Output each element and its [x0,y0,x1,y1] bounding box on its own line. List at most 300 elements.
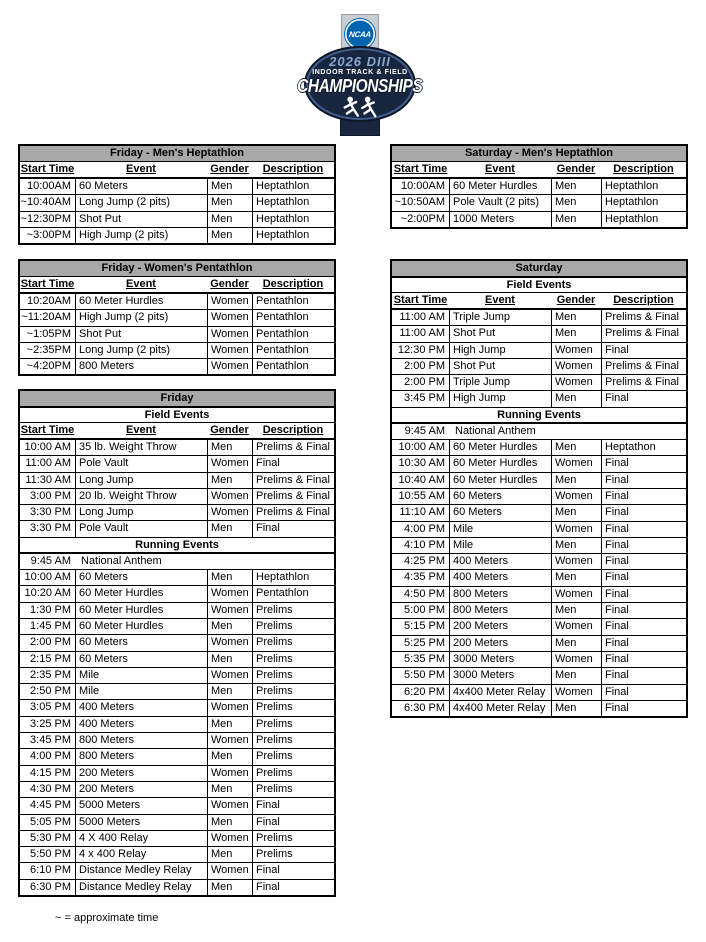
schedule-row [392,178,686,194]
cell-description: Prelims & Final [601,310,686,325]
cell-start-time: ~1:05PM [26,327,71,340]
schedule-row [20,520,334,536]
cell-event: Pole Vault [75,521,207,536]
cell-event: 60 Meters [75,635,207,650]
cell-gender: Men [551,668,601,683]
cell-description: Pentathlon [252,310,334,325]
cell-gender: Men [551,636,601,651]
cell-description: Prelims [252,782,334,797]
column-header [392,293,449,308]
cell-start-time: 4:30 PM [30,782,71,795]
cell-description: Final [601,456,686,471]
cell-gender: Men [207,717,252,732]
cell-gender: Men [207,195,252,210]
schedule-row [392,374,686,390]
cell-event: Triple Jump [449,310,551,325]
cell-description: Final [601,473,686,488]
cell-gender: Men [207,652,252,667]
footnote: ~ = approximate time [55,912,159,924]
cell-description: Pentathlon [252,294,334,309]
cell-start-time: 9:45 AM [30,554,71,567]
schedule-row [392,455,686,471]
cell-start-time: 3:05 PM [30,701,71,714]
column-header [207,162,252,177]
schedule-row [20,716,334,732]
cell-gender: Men [551,701,601,716]
cell-event: 4x400 Meter Relay [449,685,551,700]
schedule-row [20,683,334,699]
cell-event: Shot Put [449,326,551,341]
cell-gender: Women [551,522,601,537]
table-title: Saturday [392,261,686,277]
cell-event: 60 Meter Hurdles [449,473,551,488]
cell-gender: Women [551,652,601,667]
cell-description: Final [252,815,334,830]
cell-description: Prelims [252,652,334,667]
schedule-row [20,797,334,813]
cell-gender: Men [551,212,601,227]
cell-description: Prelims [252,668,334,683]
cell-start-time: 5:50 PM [404,669,445,682]
cell-start-time: 3:30 PM [30,522,71,535]
schedule-row [392,602,686,618]
section-title: Running Events [392,407,686,423]
cell-description: Final [601,489,686,504]
cell-description: Final [601,652,686,667]
cell-gender: Women [207,831,252,846]
cell-gender: Men [551,179,601,194]
cell-gender: Women [551,587,601,602]
column-headers [392,162,686,178]
cell-description: Prelims & Final [601,326,686,341]
schedule-row [392,472,686,488]
cell-start-time: ~11:20AM [21,311,71,324]
cell-gender: Men [551,391,601,406]
cell-start-time: 3:45 PM [30,734,71,747]
column-header [75,423,207,438]
cell-event: 200 Meters [449,619,551,634]
cell-gender: Men [551,603,601,618]
schedule-row [20,846,334,862]
column-header [449,162,551,177]
cell-start-time: ~12:30PM [20,212,71,225]
cell-event: 800 Meters [75,749,207,764]
cell-gender: Women [207,294,252,309]
cell-description: Final [601,668,686,683]
logo-year-text: 2026 DIII [329,54,391,69]
section-title: Field Events [392,277,686,293]
cell-gender: Men [551,326,601,341]
cell-gender: Women [207,668,252,683]
cell-start-time: 4:35 PM [404,571,445,584]
cell-event: 3000 Meters [449,668,551,683]
column-header [392,162,449,177]
schedule-row [392,684,686,700]
cell-description: Prelims & Final [601,375,686,390]
cell-description: Prelims & Final [252,440,334,455]
cell-gender: Men [207,684,252,699]
cell-event: Shot Put [449,359,551,374]
cell-gender: Men [207,815,252,830]
schedule-row [20,651,334,667]
cell-start-time: 10:00 AM [398,441,445,454]
cell-event: 5000 Meters [75,798,207,813]
cell-start-time: 5:15 PM [404,620,445,633]
cell-description: Prelims [252,684,334,699]
cell-gender: Women [207,733,252,748]
cell-start-time: 6:30 PM [404,701,445,714]
cell-start-time: 11:00 AM [399,327,445,340]
cell-event: Long Jump [75,505,207,520]
table-title: Friday - Men's Heptathlon [20,146,334,162]
table-saturday-mens-heptathlon [390,144,688,229]
cell-event: 200 Meters [449,636,551,651]
cell-start-time: 11:30 AM [25,473,71,486]
cell-event: 800 Meters [449,603,551,618]
cell-event: High Jump (2 pits) [75,310,207,325]
cell-gender: Men [207,473,252,488]
cell-start-time: 10:00AM [400,180,445,192]
cell-gender: Women [551,456,601,471]
cell-start-time: 2:00 PM [404,359,445,372]
column-header [20,162,75,177]
cell-gender: Men [551,440,601,455]
schedule-row [392,586,686,602]
cell-event: 400 Meters [449,570,551,585]
schedule-row [20,455,334,471]
column-headers [20,162,334,178]
column-header [20,423,75,438]
logo-subtitle-text: INDOOR TRACK & FIELD [312,69,408,76]
cell-gender: Men [207,440,252,455]
column-header-label: Event [126,278,156,290]
column-header [252,162,334,177]
cell-event: 35 lb. Weight Throw [75,440,207,455]
cell-gender: Men [551,195,601,210]
cell-gender: Men [207,880,252,895]
cell-description: Prelims [252,700,334,715]
cell-description: Final [601,701,686,716]
cell-start-time: 10:20AM [26,295,71,307]
cell-event: 20 lb. Weight Throw [75,489,207,504]
cell-description: Final [601,636,686,651]
cell-event: 200 Meters [75,766,207,781]
cell-gender: Women [207,603,252,618]
cell-start-time: 2:00 PM [404,376,445,389]
cell-description: Heptathlon [601,195,686,210]
column-headers [392,293,686,309]
cell-description: Heptathlon [601,179,686,194]
championships-logo [297,6,423,138]
schedule-row [20,293,334,309]
schedule-row [392,537,686,553]
cell-start-time: 10:40 AM [398,473,445,486]
column-header-label: Gender [556,294,596,306]
column-header-label: Description [262,163,324,175]
cell-start-time: 2:50 PM [30,685,71,698]
table-title: Saturday - Men's Heptathlon [392,146,686,162]
table-friday [18,389,336,897]
column-header-label: Description [613,163,674,175]
column-header-label: Event [126,163,156,175]
schedule-row [20,667,334,683]
cell-description: Prelims & Final [252,505,334,520]
schedule-row [20,602,334,618]
cell-event: Mile [449,538,551,553]
column-headers [20,277,334,293]
column-header-label: Start Time [393,163,448,175]
column-header [252,277,334,292]
cell-start-time: 4:25 PM [404,555,445,568]
cell-start-time: 9:45 AM [404,424,445,437]
column-header [601,162,686,177]
cell-event: Distance Medley Relay [75,880,207,895]
cell-start-time: 3:00 PM [30,489,71,502]
cell-gender: Men [551,473,601,488]
cell-gender: Women [207,505,252,520]
cell-gender: Men [207,521,252,536]
column-header [551,293,601,308]
cell-description: Prelims [252,635,334,650]
cell-event: 60 Meters [75,652,207,667]
cell-event: Mile [449,522,551,537]
cell-gender: Men [207,749,252,764]
column-header-label: Gender [210,424,249,436]
cell-gender: Women [207,489,252,504]
cell-gender: Women [207,700,252,715]
cell-event: National Anthem [455,424,536,437]
column-header [252,423,334,438]
cell-description: Heptathlon [601,212,686,227]
cell-event: Shot Put [75,327,207,342]
cell-gender: Women [551,343,601,358]
cell-description: Final [252,863,334,878]
schedule-row [20,862,334,878]
cell-event: Long Jump (2 pits) [75,343,207,358]
column-header-label: Description [262,424,324,436]
cell-gender: Women [551,685,601,700]
cell-start-time: 10:00AM [26,180,71,192]
column-header [449,293,551,308]
cell-gender: Men [207,619,252,634]
cell-event: 800 Meters [449,587,551,602]
schedule-row [20,439,334,455]
schedule-row [392,309,686,325]
cell-description: Final [601,603,686,618]
schedule-row [392,211,686,227]
schedule-row [392,325,686,341]
schedule-row [20,765,334,781]
schedule-row [20,634,334,650]
column-header-label: Description [613,294,674,306]
cell-start-time: 1:30 PM [30,603,71,616]
cell-description: Prelims [252,847,334,862]
schedule-row [20,309,334,325]
schedule-row [20,585,334,601]
cell-description: Heptathlon [252,179,334,194]
cell-description: Heptathlon [252,212,334,227]
column-header-label: Start Time [20,278,75,290]
cell-event: Long Jump [75,473,207,488]
cell-gender: Men [551,570,601,585]
schedule-row [392,618,686,634]
section-title: Field Events [20,407,334,423]
table-saturday [390,259,688,718]
cell-event: Pole Vault [75,456,207,471]
cell-event: 400 Meters [449,554,551,569]
cell-start-time: 4:00 PM [30,750,71,763]
schedule-row [20,178,334,194]
schedule-row [20,699,334,715]
column-header-label: Gender [210,163,249,175]
cell-description: Prelims [252,749,334,764]
cell-description: Final [601,619,686,634]
cell-description: Heptathlon [252,570,334,585]
cell-start-time: 1:45 PM [30,619,71,632]
schedule-row [392,667,686,683]
cell-start-time: 10:55 AM [398,489,445,502]
schedule-row [20,748,334,764]
cell-description: Prelims [252,603,334,618]
cell-event: 5000 Meters [75,815,207,830]
cell-description: Final [601,538,686,553]
schedule-row [20,227,334,243]
cell-event: 60 Meter Hurdles [449,179,551,194]
cell-description: Final [601,570,686,585]
cell-start-time: ~10:40AM [20,196,71,209]
cell-description: Final [252,456,334,471]
ncaa-logo [345,19,375,49]
cell-description: Prelims [252,831,334,846]
cell-description: Pentathlon [252,327,334,342]
cell-gender: Men [551,310,601,325]
schedule-row [20,326,334,342]
cell-start-time: 10:30 AM [398,457,445,470]
column-header-label: Event [485,163,515,175]
cell-start-time: 5:50 PM [30,848,71,861]
cell-event: 4 X 400 Relay [75,831,207,846]
cell-description: Final [601,587,686,602]
cell-start-time: 6:20 PM [404,685,445,698]
schedule-row [20,553,334,569]
cell-event: Pole Vault (2 pits) [449,195,551,210]
cell-event: 200 Meters [75,782,207,797]
column-header-label: Start Time [20,163,75,175]
cell-description: Prelims [252,619,334,634]
cell-event: 60 Meters [75,179,207,194]
runners-icon [340,96,380,120]
logo-badge [297,46,423,122]
cell-description: Prelims [252,717,334,732]
cell-start-time: 10:20 AM [24,587,71,600]
cell-event: 60 Meters [75,570,207,585]
cell-start-time: ~2:00PM [400,212,445,225]
cell-event: Shot Put [75,212,207,227]
column-header-label: Event [126,424,156,436]
cell-gender: Women [207,635,252,650]
ncaa-logo-text: NCAA [348,29,372,39]
schedule-row [20,358,334,374]
schedule-row [392,358,686,374]
cell-gender: Men [207,212,252,227]
cell-gender: Women [551,554,601,569]
cell-event: 60 Meter Hurdles [449,456,551,471]
cell-gender: Women [207,343,252,358]
cell-event: 60 Meter Hurdles [449,440,551,455]
cell-start-time: 5:30 PM [30,831,71,844]
cell-description: Final [601,505,686,520]
cell-event: 400 Meters [75,700,207,715]
cell-start-time: ~4:20PM [26,360,71,373]
schedule-row [20,830,334,846]
cell-start-time: 4:45 PM [30,799,71,812]
cell-event: Mile [75,668,207,683]
cell-event: High Jump (2 pits) [75,228,207,243]
cell-start-time: 5:35 PM [404,652,445,665]
schedule-row [392,488,686,504]
schedule-row [392,635,686,651]
schedule-row [20,814,334,830]
cell-event: 60 Meters [449,489,551,504]
cell-description: Prelims [252,766,334,781]
schedule-row [392,553,686,569]
cell-event: National Anthem [81,554,162,567]
cell-event: 4 x 400 Relay [75,847,207,862]
schedule-row [20,618,334,634]
cell-description: Heptathon [601,440,686,455]
cell-gender: Men [207,179,252,194]
cell-event: High Jump [449,391,551,406]
schedule-row [20,569,334,585]
cell-description: Prelims & Final [252,473,334,488]
cell-description: Heptathlon [252,228,334,243]
cell-event: 4x400 Meter Relay [449,701,551,716]
schedule-row [392,342,686,358]
cell-gender: Men [207,847,252,862]
column-header-label: Gender [556,163,596,175]
cell-gender: Men [551,505,601,520]
cell-description: Prelims [252,733,334,748]
column-header [207,423,252,438]
cell-event: Long Jump (2 pits) [75,195,207,210]
cell-gender: Women [551,359,601,374]
cell-event: 1000 Meters [449,212,551,227]
column-header [207,277,252,292]
cell-event: Triple Jump [449,375,551,390]
cell-event: 60 Meter Hurdles [75,586,207,601]
schedule-row [20,194,334,210]
cell-gender: Women [207,359,252,374]
cell-event: 60 Meter Hurdles [75,619,207,634]
table-title: Friday [20,391,334,407]
column-header [551,162,601,177]
schedule-row [20,488,334,504]
cell-event: 60 Meter Hurdles [75,603,207,618]
cell-description: Final [601,343,686,358]
schedule-row [392,504,686,520]
cell-start-time: 3:30 PM [30,506,71,519]
cell-event: Mile [75,684,207,699]
cell-description: Final [252,798,334,813]
cell-gender: Women [207,456,252,471]
cell-gender: Men [207,570,252,585]
table-friday-mens-heptathlon [18,144,336,245]
column-header-label: Event [485,294,515,306]
cell-gender: Women [207,766,252,781]
cell-start-time: 3:25 PM [30,717,71,730]
cell-description: Final [601,522,686,537]
cell-start-time: 10:00 AM [24,571,71,584]
